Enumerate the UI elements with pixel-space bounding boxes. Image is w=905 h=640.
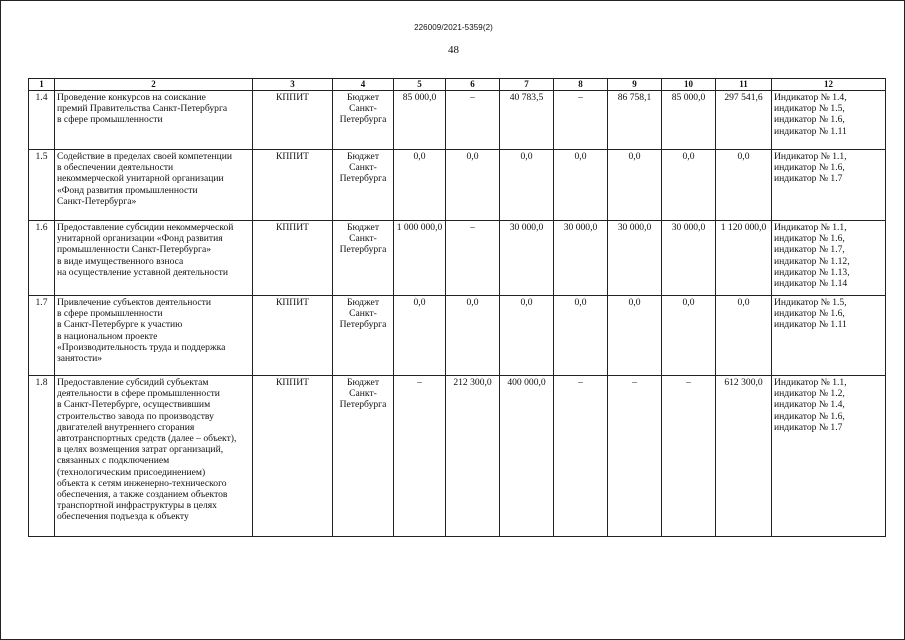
column-header: 7: [500, 79, 554, 91]
amount-cell: –: [446, 91, 500, 150]
amount-cell: 0,0: [662, 296, 716, 376]
table-row: [29, 376, 886, 537]
amount-cell: 30 000,0: [608, 221, 662, 296]
funding-source: Бюджет Санкт- Петербурга: [333, 221, 394, 296]
funding-source: Бюджет Санкт- Петербурга: [333, 150, 394, 221]
funding-source: Бюджет Санкт- Петербурга: [333, 296, 394, 376]
amount-cell: 30 000,0: [662, 221, 716, 296]
row-number: 1.6: [29, 221, 55, 296]
measure-name: Проведение конкурсов на соискание премий Правительства Санкт-Петербурга в сфере промышленности: [55, 91, 253, 150]
total-cell: 297 541,6: [716, 91, 772, 150]
amount-cell: 0,0: [662, 150, 716, 221]
amount-cell: 212 300,0: [446, 376, 500, 537]
measure-name: Предоставление субсидий субъектам деятельности в сфере промышленности в Санкт-Петербурге, осуществившим строительство завода по производству двигателей внутреннего сгорания автотранспортных средств (далее – объект), в целях возмещения затрат организаций, связанных с подключением (технологическим присоединением) объекта к сетям инженерно-технического обеспечения, а также созданием объектов транспортной инфраструктуры в целях обеспечения подъезда к объекту: [55, 376, 253, 537]
measure-name: Предоставление субсидии некоммерческой унитарной организации «Фонд развития промышленности Санкт-Петербурга» в виде имущественного взноса на осуществление уставной деятельности: [55, 221, 253, 296]
indicators: Индикатор № 1.5, индикатор № 1.6, индикатор № 1.11: [772, 296, 886, 376]
funding-source: Бюджет Санкт- Петербурга: [333, 91, 394, 150]
amount-cell: 85 000,0: [394, 91, 446, 150]
table-row: [29, 221, 886, 296]
total-cell: 1 120 000,0: [716, 221, 772, 296]
column-header: 11: [716, 79, 772, 91]
indicators: Индикатор № 1.1, индикатор № 1.2, индикатор № 1.4, индикатор № 1.6, индикатор № 1.7: [772, 376, 886, 537]
column-header: 4: [333, 79, 394, 91]
row-number: 1.4: [29, 91, 55, 150]
amount-cell: 86 758,1: [608, 91, 662, 150]
total-cell: 0,0: [716, 150, 772, 221]
amount-cell: 0,0: [394, 296, 446, 376]
column-header: 10: [662, 79, 716, 91]
funding-source: Бюджет Санкт- Петербурга: [333, 376, 394, 537]
amount-cell: 0,0: [608, 150, 662, 221]
column-header: 8: [554, 79, 608, 91]
amount-cell: 0,0: [554, 150, 608, 221]
column-header: 9: [608, 79, 662, 91]
amount-cell: –: [394, 376, 446, 537]
amount-cell: 0,0: [446, 296, 500, 376]
executor: КППИТ: [253, 376, 333, 537]
column-header: 3: [253, 79, 333, 91]
column-header: 1: [29, 79, 55, 91]
amount-cell: 0,0: [554, 296, 608, 376]
amount-cell: 0,0: [446, 150, 500, 221]
amount-cell: 30 000,0: [500, 221, 554, 296]
amount-cell: 0,0: [500, 150, 554, 221]
column-header: 12: [772, 79, 886, 91]
executor: КППИТ: [253, 221, 333, 296]
row-number: 1.5: [29, 150, 55, 221]
amount-cell: 1 000 000,0: [394, 221, 446, 296]
amount-cell: –: [608, 376, 662, 537]
table-row: [29, 296, 886, 376]
total-cell: 612 300,0: [716, 376, 772, 537]
measure-name: Привлечение субъектов деятельности в сфере промышленности в Санкт-Петербурге к участию в национальном проекте «Производительность труда и поддержка занятости»: [55, 296, 253, 376]
executor: КППИТ: [253, 150, 333, 221]
program-measures-table: [28, 78, 886, 537]
indicators: Индикатор № 1.1, индикатор № 1.6, индикатор № 1.7, индикатор № 1.12, индикатор № 1.13, индикатор № 1.14: [772, 221, 886, 296]
indicators: Индикатор № 1.1, индикатор № 1.6, индикатор № 1.7: [772, 150, 886, 221]
amount-cell: –: [554, 376, 608, 537]
amount-cell: –: [554, 91, 608, 150]
column-header: 5: [394, 79, 446, 91]
column-number-row: [29, 79, 886, 91]
total-cell: 0,0: [716, 296, 772, 376]
column-header: 2: [55, 79, 253, 91]
amount-cell: 0,0: [608, 296, 662, 376]
row-number: 1.7: [29, 296, 55, 376]
measure-name: Содействие в пределах своей компетенции в обеспечении деятельности некоммерческой унитарной организации «Фонд развития промышленности Санкт-Петербурга»: [55, 150, 253, 221]
amount-cell: 400 000,0: [500, 376, 554, 537]
column-header: 6: [446, 79, 500, 91]
indicators: Индикатор № 1.4, индикатор № 1.5, индикатор № 1.6, индикатор № 1.11: [772, 91, 886, 150]
amount-cell: 40 783,5: [500, 91, 554, 150]
executor: КППИТ: [253, 296, 333, 376]
amount-cell: 0,0: [500, 296, 554, 376]
executor: КППИТ: [253, 91, 333, 150]
amount-cell: 0,0: [394, 150, 446, 221]
amount-cell: –: [662, 376, 716, 537]
amount-cell: 85 000,0: [662, 91, 716, 150]
page-number: 48: [448, 44, 459, 56]
table-row: [29, 150, 886, 221]
document-id: 226009/2021-5359(2): [414, 23, 493, 32]
amount-cell: 30 000,0: [554, 221, 608, 296]
table-row: [29, 91, 886, 150]
amount-cell: –: [446, 221, 500, 296]
row-number: 1.8: [29, 376, 55, 537]
